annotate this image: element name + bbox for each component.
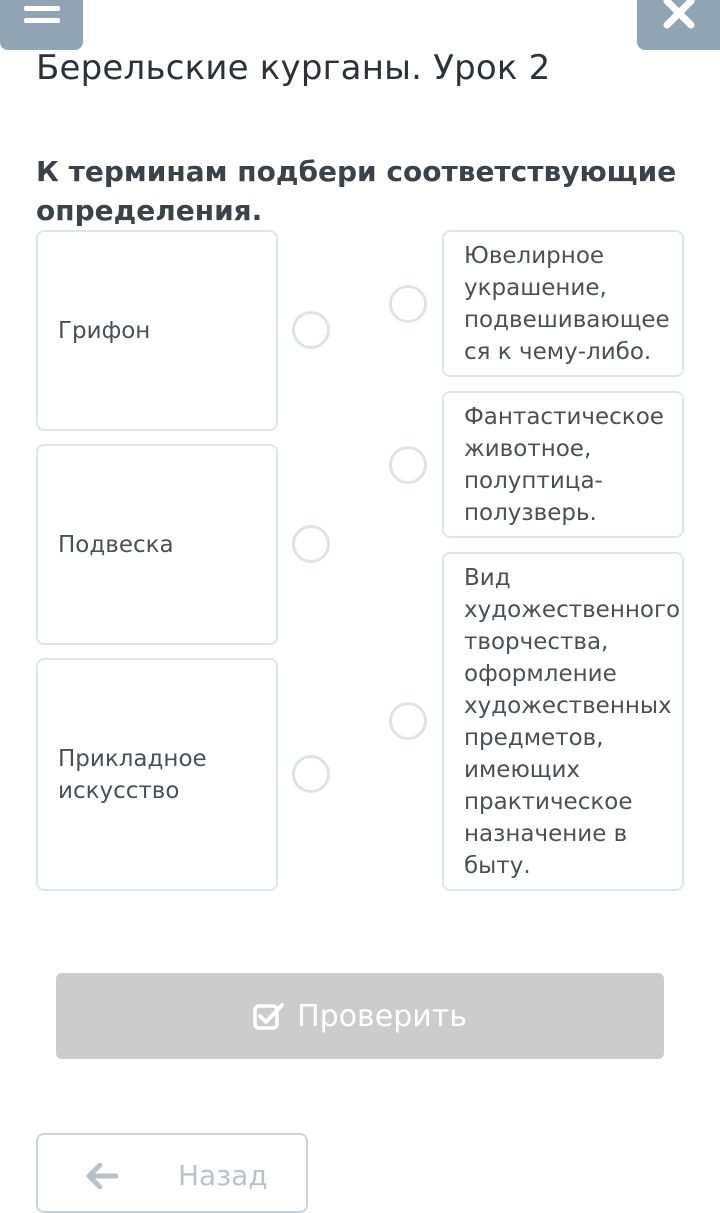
close-icon bbox=[662, 0, 696, 30]
close-button[interactable] bbox=[637, 0, 720, 50]
check-button-label: Проверить bbox=[297, 998, 467, 1034]
definition-connector-radio[interactable] bbox=[389, 285, 427, 323]
question-text: К терминам подбери соответствующие определения. bbox=[36, 155, 677, 227]
definition-card[interactable] bbox=[442, 391, 684, 538]
definition-label: Ювелирное украшение, подвешивающее ся к чему-либо. bbox=[464, 242, 670, 365]
page-title: Берельские курганы. Урок 2 bbox=[36, 48, 551, 88]
term-card[interactable] bbox=[36, 230, 278, 431]
definition-label: Вид художественного творчества, оформление художественных предметов, имеющих практическое назначение в быту. bbox=[464, 564, 681, 879]
definition-connector-radio[interactable] bbox=[389, 702, 427, 740]
term-label: Прикладное искусство bbox=[58, 745, 207, 804]
term-connector-radio[interactable] bbox=[292, 311, 330, 349]
definition-label: Фантастическое животное, полуптица-полузверь. bbox=[464, 403, 664, 526]
back-button-label: Назад bbox=[178, 1159, 268, 1192]
term-label: Грифон bbox=[58, 317, 151, 344]
back-button[interactable] bbox=[36, 1133, 308, 1213]
menu-button[interactable] bbox=[0, 0, 83, 50]
definition-card[interactable] bbox=[442, 552, 684, 891]
term-label: Подвеска bbox=[58, 531, 174, 558]
term-connector-radio[interactable] bbox=[292, 525, 330, 563]
term-card[interactable] bbox=[36, 444, 278, 645]
checkbox-icon bbox=[253, 1002, 285, 1030]
definition-card[interactable] bbox=[442, 230, 684, 377]
term-connector-radio[interactable] bbox=[292, 755, 330, 793]
arrow-left-icon bbox=[86, 1163, 118, 1189]
definition-connector-radio[interactable] bbox=[389, 446, 427, 484]
term-card[interactable] bbox=[36, 658, 278, 891]
check-button[interactable] bbox=[56, 973, 664, 1059]
